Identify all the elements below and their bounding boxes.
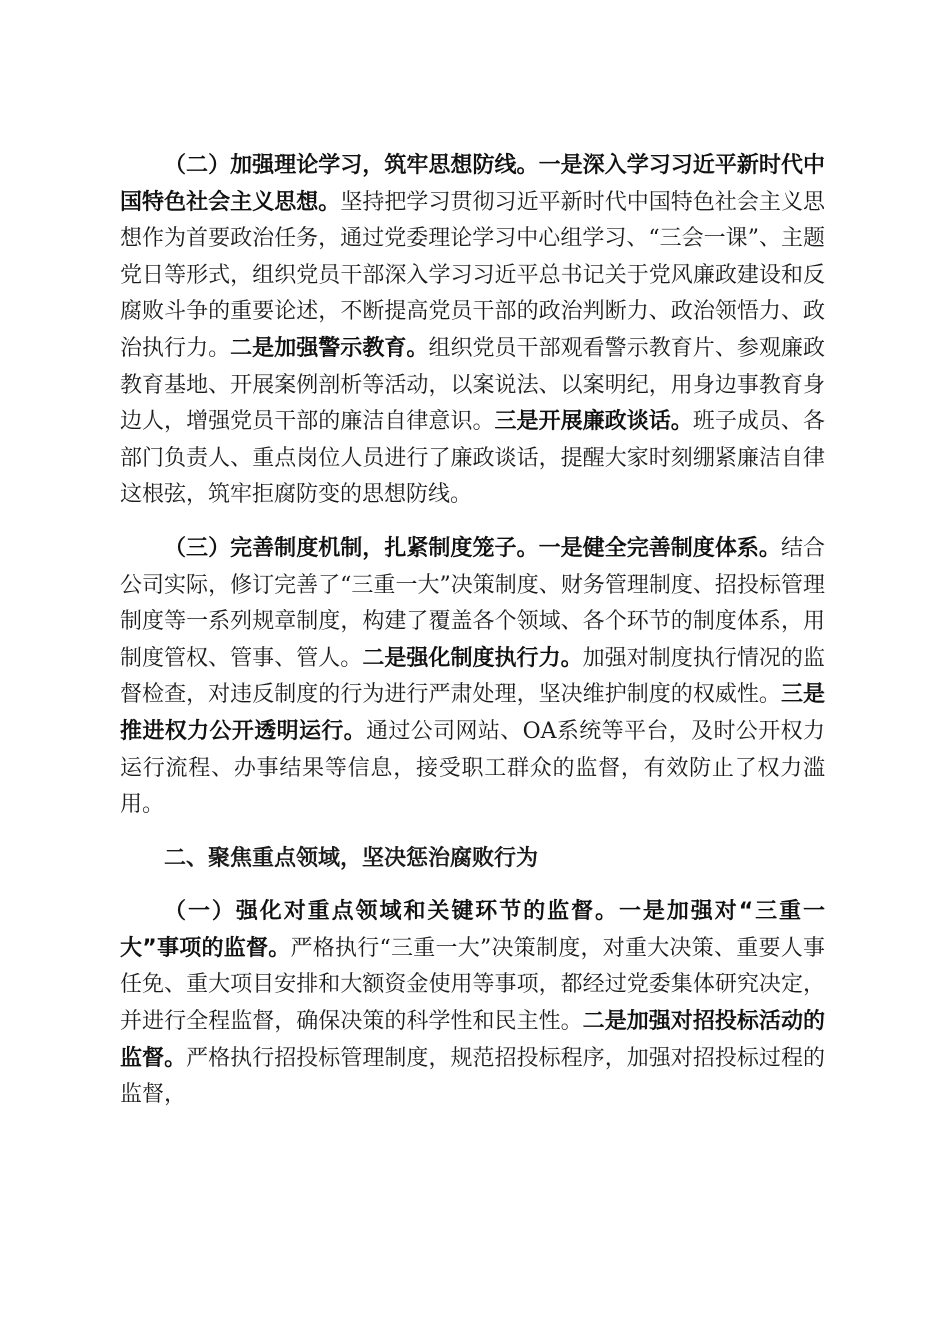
paragraph-institution bbox=[120, 531, 825, 824]
point-heading: 一是健全完善制度体系。 bbox=[538, 535, 781, 561]
document-body bbox=[120, 148, 825, 1114]
point-heading: 三是推进权力公开透明运行。 bbox=[120, 682, 825, 744]
point-heading: 一是深入学习习近平新时代中国特色社会主义思想。 bbox=[120, 153, 825, 215]
point-text: 通过公司网站、OA系统等平台，及时公开权力运行流程、办事结果等信息，接受职工群众的监督，有效防止了权力滥用。 bbox=[120, 718, 825, 818]
point-heading: 二是加强警示教育。 bbox=[230, 335, 429, 361]
point-text: 严格执行招投标管理制度，规范招投标程序，加强对招投标过程的监督， bbox=[120, 1045, 825, 1108]
section-heading: （二）加强理论学习，筑牢思想防线。 bbox=[164, 153, 539, 178]
point-text: 加强对制度执行情况的监督检查，对违反制度的行为进行严肃处理，坚决维护制度的权威性。 bbox=[120, 645, 825, 708]
point-text: 组织党员干部观看警示教育片、参观廉政教育基地、开展案例剖析等活动，以案说法、以案明纪，用身边事教育身边人，增强党员干部的廉洁自律意识。 bbox=[120, 335, 825, 435]
part-heading: 二、聚焦重点领域，坚决惩治腐败行为 bbox=[164, 845, 539, 871]
point-heading: 一是加强对“三重一大”事项的监督。 bbox=[120, 899, 825, 961]
section-heading: （一）强化对重点领域和关键环节的监督。 bbox=[164, 899, 619, 925]
point-heading: 二是加强对招投标活动的监督。 bbox=[120, 1009, 825, 1071]
point-text: 坚持把学习贯彻习近平新时代中国特色社会主义思想作为首要政治任务，通过党委理论学习中心组学习、“三会一课”、主题党日等形式，组织党员干部深入学习习近平总书记关于党风廉政建设和反腐败斗争的重要论述，不断提高党员干部的政治判断力、政治领悟力、政治执行力。 bbox=[120, 189, 825, 361]
point-heading: 三是开展廉政谈话。 bbox=[494, 409, 693, 435]
section-heading: （三）完善制度机制，扎紧制度笼子。 bbox=[164, 535, 539, 561]
paragraph-theory-study bbox=[120, 148, 825, 514]
paragraph-key-areas bbox=[120, 894, 825, 1114]
point-heading: 二是强化制度执行力。 bbox=[362, 645, 583, 671]
point-text: 班子成员、各部门负责人、重点岗位人员进行了廉政谈话，提醒大家时刻绷紧廉洁自律这根弦，筑牢拒腐防变的思想防线。 bbox=[120, 409, 825, 508]
point-text: 结合公司实际，修订完善了“三重一大”决策制度、财务管理制度、招投标管理制度等一系列规章制度，构建了覆盖各个领域、各个环节的制度体系，用制度管权、管事、管人。 bbox=[120, 535, 825, 671]
point-text: 严格执行“三重一大”决策制度，对重大决策、重要人事任免、重大项目安排和大额资金使用等事项，都经过党委集体研究决定，并进行全程监督，确保决策的科学性和民主性。 bbox=[120, 935, 825, 1035]
